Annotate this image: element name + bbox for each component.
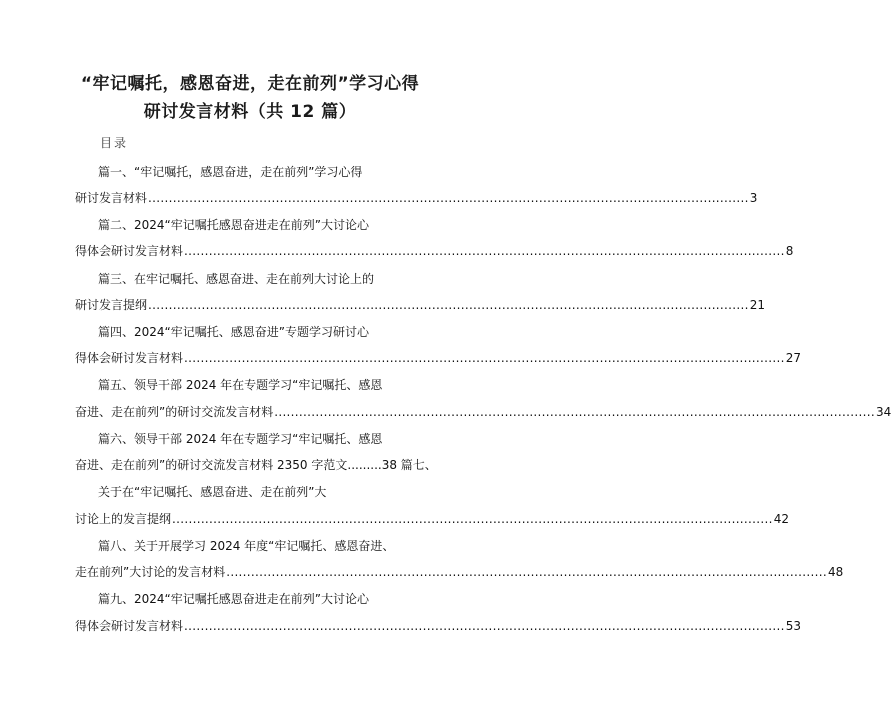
toc-entry-1-page: 3 — [749, 191, 758, 205]
toc-entry-3-page: 21 — [749, 298, 766, 312]
toc-entry-6-title[interactable]: 篇六、领导干部 2024 年在专题学习“牢记嘱托、感恩 — [98, 432, 383, 446]
toc-leader-dots: .................................................................................................................................................. — [226, 565, 827, 579]
toc-entry-9-page: 53 — [785, 619, 802, 633]
toc-entry-9-title[interactable]: 篇九、2024“牢记嘱托感恩奋进走在前列”大讨论心 — [98, 592, 369, 606]
toc-entry-2-title[interactable]: 篇二、2024“牢记嘱托感恩奋进走在前列”大讨论心 — [98, 218, 369, 232]
toc-entry-7-text: 讨论上的发言提纲 — [75, 512, 172, 526]
toc-entry-3-line2[interactable] — [75, 298, 766, 313]
toc-leader-dots: .................................................................................................................................................. — [184, 619, 785, 633]
toc-entry-1-title[interactable]: 篇一、“牢记嘱托，感恩奋进，走在前列”学习心得 — [98, 165, 363, 179]
toc-leader-dots: .................................................................................................................................................. — [148, 191, 749, 205]
toc-entry-9-text: 得体会研讨发言材料 — [75, 619, 184, 633]
toc-entry-2-line2[interactable] — [75, 244, 794, 259]
toc-entry-8-line2[interactable] — [75, 565, 844, 580]
toc-entry-3-title[interactable]: 篇三、在牢记嘱托、感恩奋进、走在前列大讨论上的 — [98, 272, 375, 286]
toc-entry-8-page: 48 — [827, 565, 844, 579]
toc-entry-8-text: 走在前列”大讨论的发言材料 — [75, 565, 226, 579]
toc-entry-1-line2[interactable] — [75, 191, 758, 206]
toc-entry-5-line2[interactable] — [75, 405, 891, 420]
toc-entry-2-page: 8 — [785, 244, 794, 258]
toc-entry-9-line2[interactable] — [75, 619, 802, 634]
toc-entry-5-page: 34 — [875, 405, 891, 419]
toc-entry-4-line2[interactable] — [75, 351, 802, 366]
toc-leader-dots: .................................................................................................................................................. — [274, 405, 875, 419]
toc-leader-dots: .................................................................................................................................................. — [148, 298, 749, 312]
toc-leader-dots: .................................................................................................................................................. — [184, 244, 785, 258]
toc-entry-2-text: 得体会研讨发言材料 — [75, 244, 184, 258]
toc-entry-4-text: 得体会研讨发言材料 — [75, 351, 184, 365]
toc-entry-8-title[interactable]: 篇八、关于开展学习 2024 年度“牢记嘱托、感恩奋进、 — [98, 539, 395, 553]
toc-entry-3-text: 研讨发言提纲 — [75, 298, 148, 312]
document-title-line2: 研讨发言材料（共 12 篇） — [143, 102, 357, 122]
toc-entry-1-text: 研讨发言材料 — [75, 191, 148, 205]
toc-entry-5-text: 奋进、走在前列”的研讨交流发言材料 — [75, 405, 274, 419]
toc-entry-7-title[interactable]: 关于在“牢记嘱托、感恩奋进、走在前列”大 — [98, 485, 327, 499]
toc-entry-4-page: 27 — [785, 351, 802, 365]
toc-leader-dots: .................................................................................................................................................. — [184, 351, 785, 365]
document-title-line1: “牢记嘱托，感恩奋进，走在前列”学习心得 — [80, 74, 420, 94]
toc-entry-4-title[interactable]: 篇四、2024“牢记嘱托、感恩奋进”专题学习研讨心 — [98, 325, 369, 339]
toc-entry-5-title[interactable]: 篇五、领导干部 2024 年在专题学习“牢记嘱托、感恩 — [98, 378, 383, 392]
toc-entry-7-page: 42 — [773, 512, 790, 526]
toc-heading: 目录 — [100, 136, 129, 150]
toc-entry-6-line2[interactable]: 奋进、走在前列”的研讨交流发言材料 2350 字范文.........38 篇七、 — [75, 458, 437, 472]
toc-entry-7-line2[interactable] — [75, 512, 790, 527]
toc-leader-dots: .................................................................................................................................................. — [172, 512, 773, 526]
